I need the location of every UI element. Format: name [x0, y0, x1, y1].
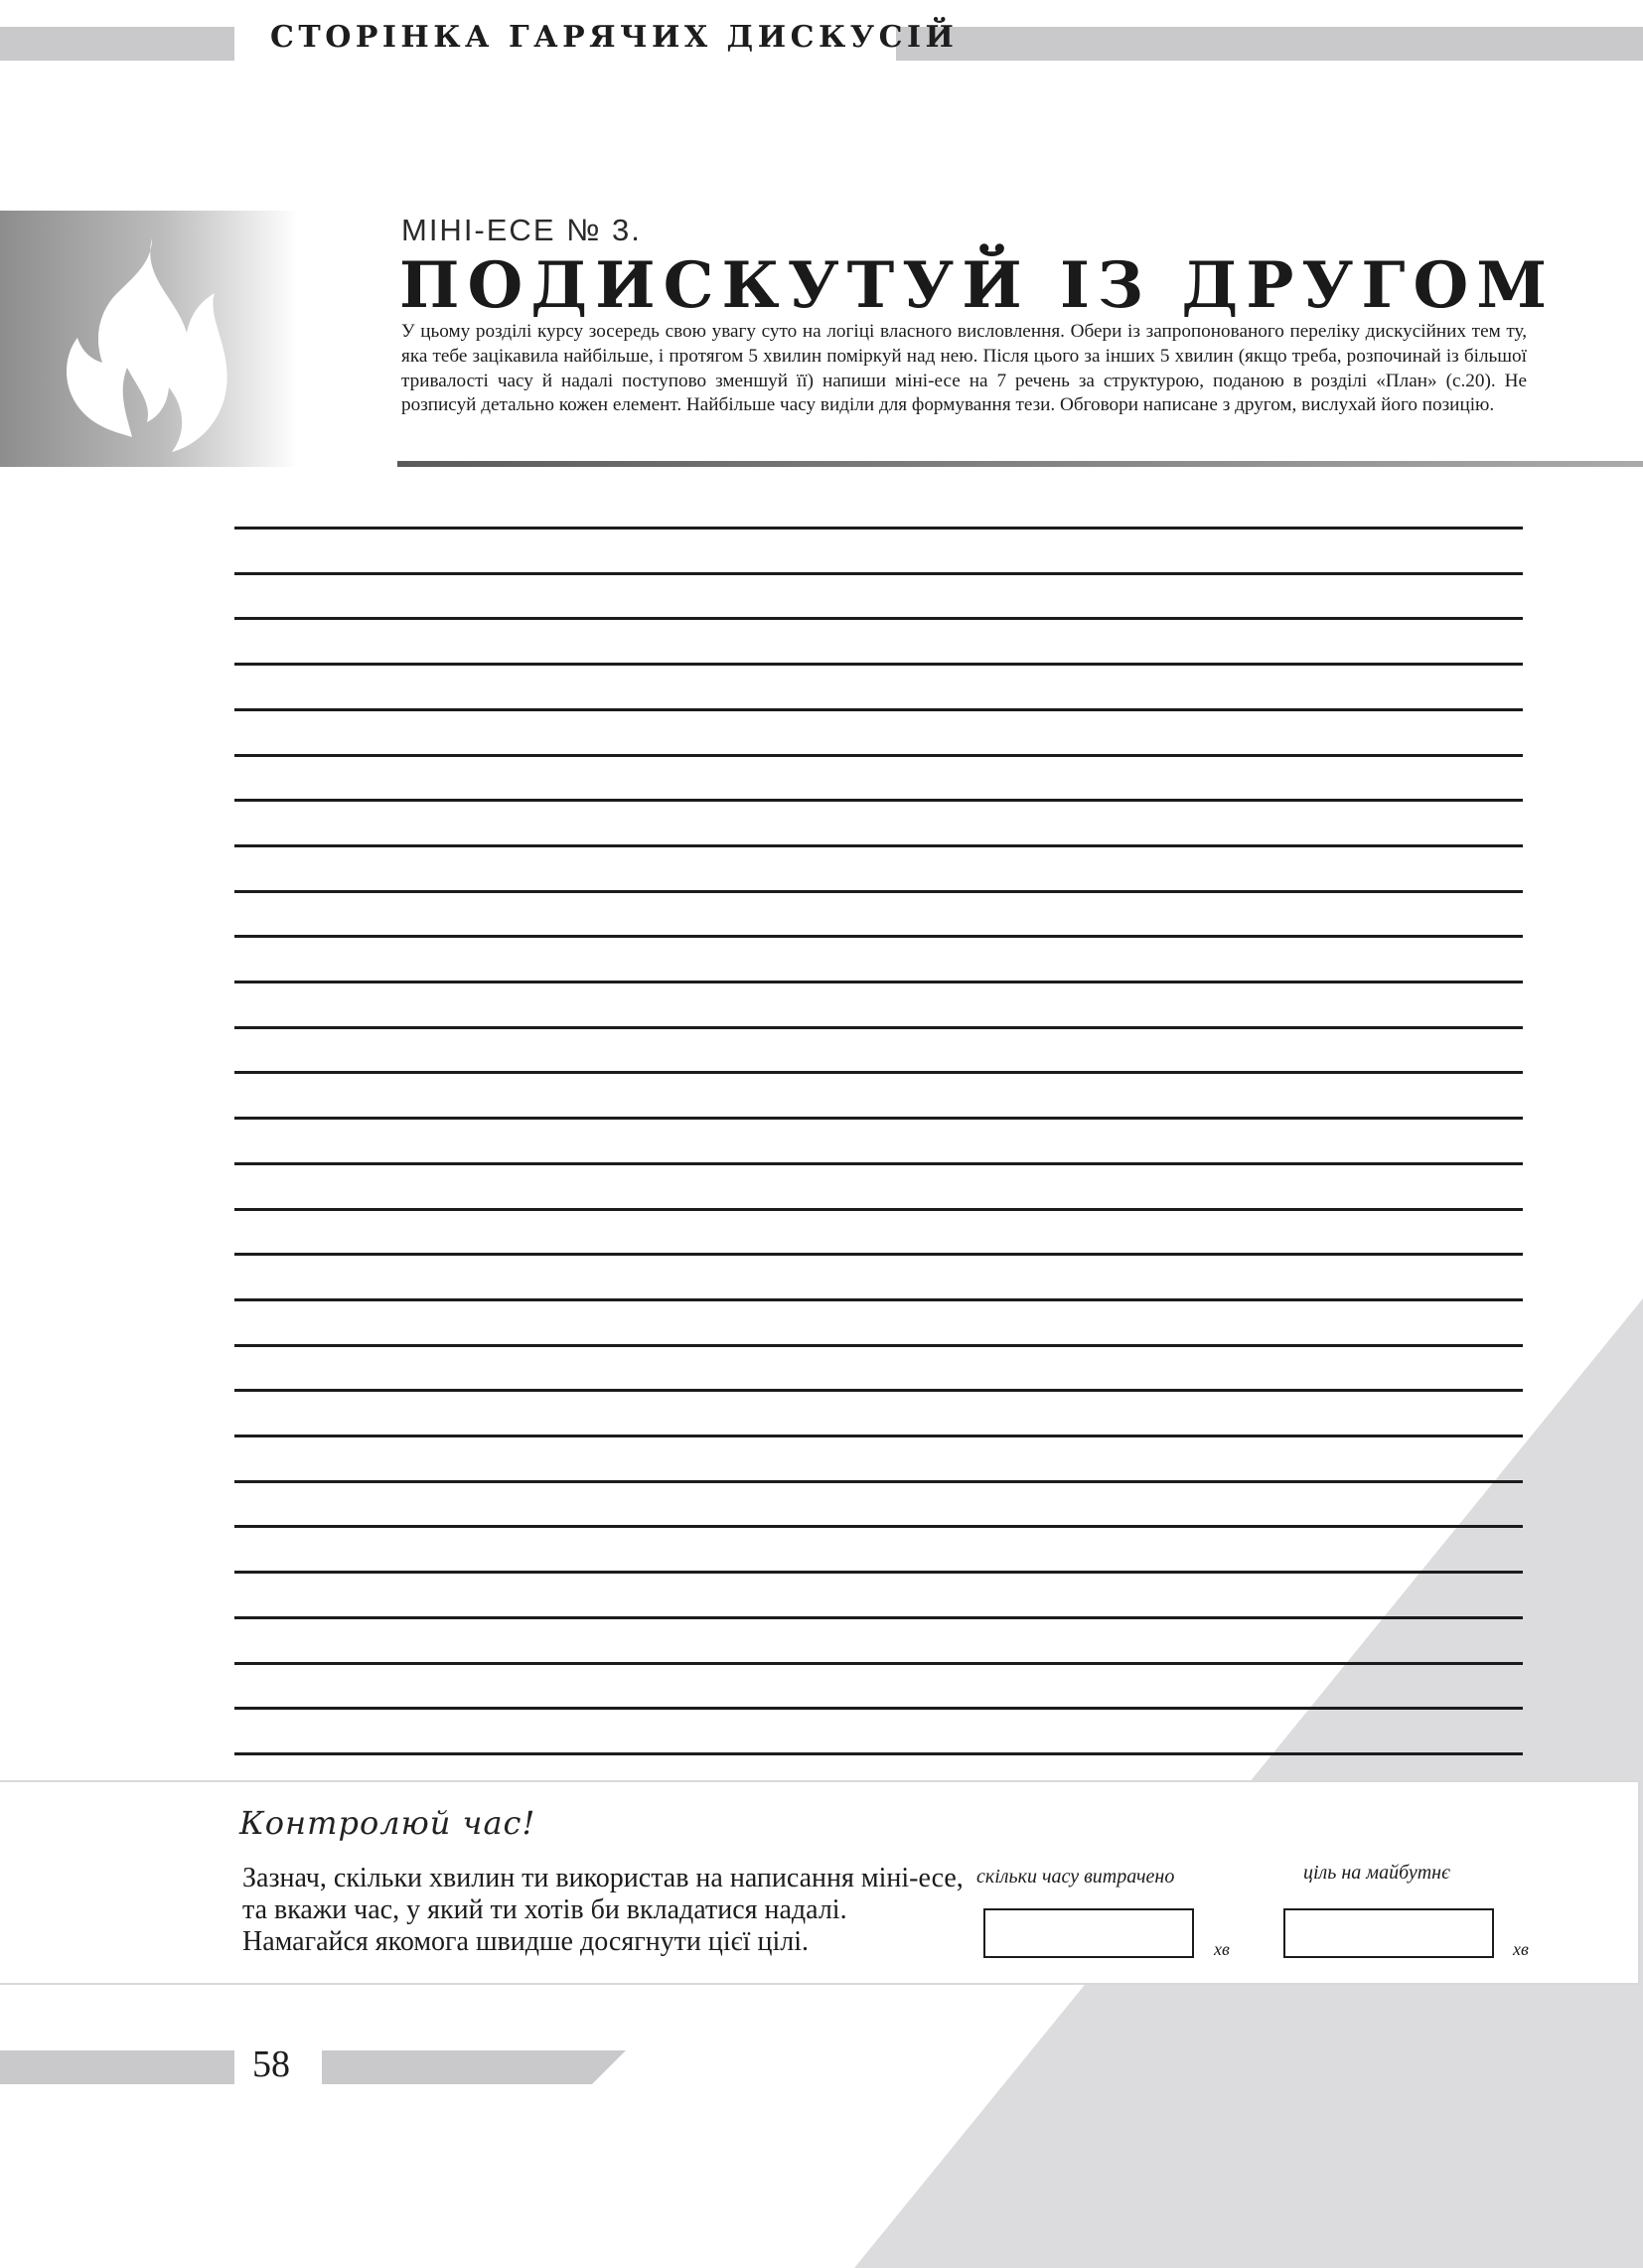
writing-line: [234, 1435, 1523, 1437]
header-band-right: [896, 27, 1643, 61]
time-goal-input[interactable]: [1283, 1908, 1494, 1958]
writing-line: [234, 708, 1523, 711]
writing-line: [234, 1571, 1523, 1574]
intro-divider: [397, 461, 1643, 467]
essay-subtitle: МІНІ-ЕСЕ № 3.: [401, 213, 642, 247]
header-title: СТОРІНКА ГАРЯЧИХ ДИСКУСІЙ: [270, 20, 959, 55]
header-band-left: [0, 27, 234, 61]
writing-line: [234, 754, 1523, 757]
writing-line: [234, 799, 1523, 802]
writing-line: [234, 1117, 1523, 1120]
writing-line: [234, 1525, 1523, 1528]
page-number: 58: [252, 2043, 290, 2085]
essay-instructions: У цьому розділі курсу зосередь свою увагу суто на логіці власного висловлення. Обери із запропонованого переліку дискусійних тем ту, яка тебе зацікавила найбільше, і протягом 5 хвилин поміркуй над нею. Після цього за інших 5 хвилин (якщо треба, розпочинай із більшої тривалості часу й надалі поступово зменшуй її) напиши міні-есе на 7 речень за структурою, поданою в розділі «План» (с.20). Не розписуй детально кожен елемент. Найбільше часу виділи для формування тези. Обговори написане з другом, вислухай його позицію.: [401, 321, 1527, 416]
time-goal-unit: хв: [1513, 1939, 1529, 1959]
essay-title: ПОДИСКУТУЙ ІЗ ДРУГОМ: [399, 248, 1556, 323]
footer-band-right: [322, 2050, 626, 2084]
writing-line: [234, 844, 1523, 847]
flame-banner: [0, 211, 298, 467]
writing-line: [234, 1752, 1523, 1755]
writing-line: [234, 981, 1523, 983]
writing-line: [234, 1344, 1523, 1347]
writing-line: [234, 1071, 1523, 1074]
writing-line: [234, 1707, 1523, 1710]
writing-area[interactable]: [234, 527, 1523, 1758]
time-spent-unit: хв: [1214, 1939, 1230, 1959]
writing-line: [234, 572, 1523, 575]
writing-line: [234, 1253, 1523, 1256]
flame-icon: [58, 238, 236, 457]
writing-line: [234, 1162, 1523, 1165]
writing-line: [234, 617, 1523, 620]
footer-band-left: [0, 2050, 234, 2084]
writing-line: [234, 1208, 1523, 1211]
writing-line: [234, 1298, 1523, 1301]
writing-line: [234, 527, 1523, 529]
time-goal-label: ціль на майбутнє: [1303, 1862, 1450, 1884]
time-spent-label: скільки часу витрачено: [976, 1866, 1175, 1888]
writing-line: [234, 935, 1523, 938]
writing-line: [234, 1662, 1523, 1665]
writing-line: [234, 1616, 1523, 1619]
time-spent-input[interactable]: [983, 1908, 1194, 1958]
time-control-heading: Контролюй час!: [239, 1804, 536, 1842]
writing-line: [234, 1389, 1523, 1392]
writing-line: [234, 663, 1523, 666]
writing-line: [234, 1026, 1523, 1029]
writing-line: [234, 1480, 1523, 1483]
time-control-text: Зазнач, скільки хвилин ти використав на написання міні-есе, та вкажи час, у який ти хотів би вкладатися надалі. Намагайся якомога швидше досягнути цієї цілі.: [242, 1863, 964, 1957]
writing-line: [234, 890, 1523, 893]
